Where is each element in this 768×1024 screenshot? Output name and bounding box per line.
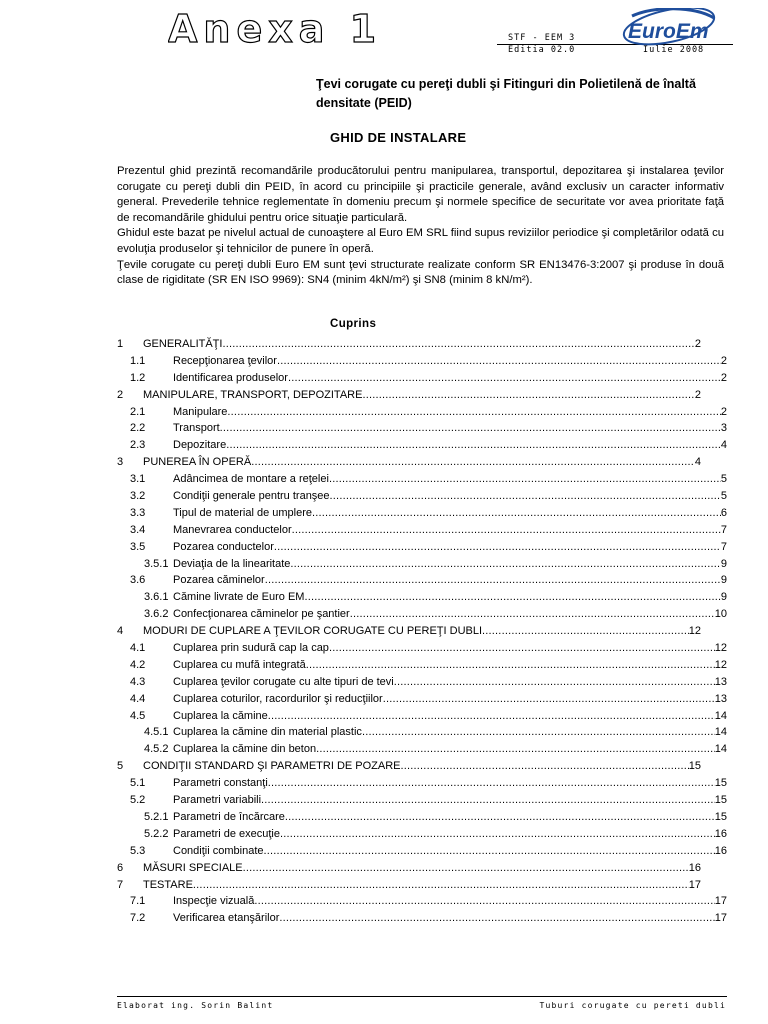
toc-entry-line: [143, 877, 701, 894]
toc-entry-line: [173, 826, 727, 843]
toc-leader-dots: [306, 657, 715, 674]
toc-entry-number: 7.1: [130, 895, 146, 908]
toc-leader-dots: [316, 741, 715, 758]
toc-entry-page: 17: [688, 878, 701, 891]
toc-leader-dots: [254, 893, 714, 910]
toc-entry-line: [173, 792, 727, 809]
toc-entry[interactable]: [117, 893, 727, 910]
toc-entry-label: Identificarea produselor: [173, 371, 288, 384]
toc-leader-dots: [350, 606, 715, 623]
toc-entry-label: CONDIŢII STANDARD ŞI PARAMETRI DE POZARE: [143, 760, 401, 773]
toc-entry[interactable]: [117, 826, 727, 843]
toc-entry-number: 3.3: [130, 506, 146, 519]
toc-entry-label: Inspecţie vizuală: [173, 895, 255, 908]
doc-info: [508, 32, 614, 56]
toc-leader-dots: [362, 724, 715, 741]
toc-entry-number: 5.1: [130, 777, 146, 790]
toc-entry-label: Parametri de încărcare: [173, 810, 285, 823]
toc-entry-line: [173, 724, 727, 741]
toc-entry-page: 16: [688, 861, 701, 874]
footer-subject: Tuburi corugate cu pereti dubli: [539, 1001, 726, 1010]
toc-leader-dots: [220, 420, 721, 437]
intro-text: [117, 164, 724, 289]
toc-entry-page: 2: [720, 371, 727, 384]
toc-entry-label: Parametri constanţi: [173, 777, 268, 790]
toc-entry[interactable]: [117, 488, 727, 505]
toc-entry[interactable]: [117, 910, 727, 927]
toc-entry-line: [173, 572, 727, 589]
toc-entry-number: 3: [117, 456, 124, 469]
table-of-contents: [117, 336, 727, 927]
doc-code: STF - EEM 3: [508, 33, 576, 43]
toc-leader-dots: [222, 336, 694, 353]
toc-entry-number: 4.5: [130, 709, 146, 722]
toc-entry-label: Deviaţia de la linearitate: [173, 557, 291, 570]
toc-entry[interactable]: [117, 792, 727, 809]
toc-leader-dots: [394, 674, 715, 691]
toc-entry-label: Cuplarea cu mufă integrată: [173, 658, 306, 671]
toc-entry-line: [173, 556, 727, 573]
toc-entry-page: 3: [720, 422, 727, 435]
toc-entry[interactable]: [117, 809, 727, 826]
toc-leader-dots: [268, 775, 715, 792]
toc-leader-dots: [277, 353, 721, 370]
annex-title-logo: [168, 6, 454, 52]
toc-entry-line: [173, 893, 727, 910]
toc-leader-dots: [304, 589, 720, 606]
toc-entry-number: 5.3: [130, 844, 146, 857]
toc-entry-label: Transport: [173, 422, 220, 435]
toc-entry-line: [173, 370, 727, 387]
toc-leader-dots: [329, 640, 715, 657]
toc-entry-page: 5: [720, 473, 727, 486]
toc-entry-number: 5.2: [130, 794, 146, 807]
toc-entry-page: 16: [714, 827, 727, 840]
toc-entry-page: 4: [694, 456, 701, 469]
toc-entry-number: 3.6.2: [144, 608, 169, 621]
toc-entry-line: [173, 353, 727, 370]
toc-entry-line: [173, 775, 727, 792]
toc-heading: Cuprins: [330, 318, 377, 330]
toc-entry-number: 2: [117, 388, 124, 401]
toc-entry-label: Cuplarea la cămine: [173, 709, 268, 722]
toc-entry-label: Verificarea etanşărilor: [173, 912, 280, 925]
toc-entry-page: 4: [720, 439, 727, 452]
toc-entry-number: 5: [117, 760, 124, 773]
toc-entry[interactable]: [117, 691, 727, 708]
toc-entry-page: 17: [714, 895, 727, 908]
toc-entry-line: [173, 674, 727, 691]
toc-entry-page: 7: [720, 540, 727, 553]
toc-entry-label: TESTARE: [143, 878, 193, 891]
toc-entry-number: 3.5: [130, 540, 146, 553]
toc-entry-number: 1: [117, 338, 124, 350]
toc-entry[interactable]: [117, 387, 727, 404]
toc-leader-dots: [193, 877, 689, 894]
toc-entry-line: [173, 809, 727, 826]
toc-entry[interactable]: [117, 539, 727, 556]
toc-entry-label: Confecţionarea căminelor pe şantier: [173, 608, 350, 621]
toc-entry-label: PUNEREA ÎN OPERĂ: [143, 456, 252, 469]
toc-entry-label: Cuplarea coturilor, racordurilor şi reducţiilor: [173, 692, 383, 705]
toc-entry-label: Parametri de execuţie: [173, 827, 280, 840]
toc-leader-dots: [288, 370, 721, 387]
toc-entry-page: 13: [714, 675, 727, 688]
toc-entry[interactable]: [117, 471, 727, 488]
toc-leader-dots: [226, 437, 721, 454]
toc-entry[interactable]: [117, 860, 727, 877]
toc-entry[interactable]: [117, 353, 727, 370]
toc-entry-number: 3.6: [130, 574, 146, 587]
toc-entry-number: 7: [117, 878, 124, 891]
toc-entry-label: Cuplarea ţevilor corugate cu alte tipuri de tevi: [173, 675, 394, 688]
toc-entry-number: 1.2: [130, 371, 146, 384]
toc-entry-page: 12: [688, 625, 701, 638]
toc-leader-dots: [290, 556, 720, 573]
toc-entry-label: Manevrarea conductelor: [173, 523, 292, 536]
toc-entry-number: 1.1: [130, 354, 146, 367]
toc-entry-number: 3.1: [130, 473, 146, 486]
toc-entry-line: [173, 741, 727, 758]
toc-entry-label: MĂSURI SPECIALE: [143, 861, 243, 874]
toc-entry-page: 12: [714, 642, 727, 655]
doc-date: Iulie 2008: [643, 45, 705, 55]
toc-entry[interactable]: [117, 336, 727, 353]
toc-entry-number: 4.3: [130, 675, 146, 688]
toc-entry-page: 2: [720, 405, 727, 418]
toc-entry[interactable]: [117, 572, 727, 589]
intro-paragraph: Ghidul este bazat pe nivelul actual de cunoaştere al Euro EM SRL fiind supus reviziilor periodice şi completărilor odată cu evoluţia produselor şi tehnicilor de punere în operă.: [117, 227, 724, 255]
toc-entry-label: Cuplarea la cămine din material plastic: [173, 726, 362, 739]
toc-entry-page: 17: [714, 912, 727, 925]
toc-entry-line: [173, 708, 727, 725]
toc-entry-line: [143, 454, 701, 471]
toc-entry-label: Cămine livrate de Euro EM: [173, 591, 305, 604]
toc-entry[interactable]: [117, 522, 727, 539]
toc-entry-label: Condiţii generale pentru tranşee: [173, 490, 330, 503]
logo-text: EuroEm: [628, 20, 709, 43]
toc-entry-page: 15: [714, 810, 727, 823]
toc-entry-line: [173, 522, 727, 539]
toc-entry[interactable]: [117, 775, 727, 792]
toc-entry-page: 9: [720, 557, 727, 570]
toc-entry-label: MODURI DE CUPLARE A ŢEVILOR CORUGATE CU PEREŢI DUBLI: [143, 625, 483, 638]
toc-entry[interactable]: [117, 556, 727, 573]
toc-entry[interactable]: [117, 623, 727, 640]
toc-entry[interactable]: [117, 758, 727, 775]
toc-entry-label: Depozitare: [173, 439, 227, 452]
toc-entry[interactable]: [117, 420, 727, 437]
toc-leader-dots: [265, 572, 721, 589]
toc-entry[interactable]: [117, 843, 727, 860]
toc-entry[interactable]: [117, 674, 727, 691]
toc-entry-page: 9: [720, 574, 727, 587]
toc-entry-line: [173, 657, 727, 674]
toc-entry-line: [173, 505, 727, 522]
toc-entry-line: [143, 860, 701, 877]
toc-leader-dots: [312, 505, 721, 522]
toc-entry-label: Cuplarea prin sudură cap la cap: [173, 642, 329, 655]
toc-entry-line: [173, 843, 727, 860]
toc-leader-dots: [261, 792, 715, 809]
annex-title-text: Anexa 1: [168, 7, 383, 51]
toc-entry-page: 15: [714, 777, 727, 790]
toc-entry-number: 2.2: [130, 422, 146, 435]
toc-entry-page: 14: [714, 743, 727, 756]
toc-entry-page: 15: [688, 760, 701, 773]
toc-leader-dots: [227, 404, 720, 421]
toc-leader-dots: [268, 708, 715, 725]
toc-entry[interactable]: [117, 606, 727, 623]
document-subtitle: GHID DE INSTALARE: [330, 130, 467, 145]
toc-entry-page: 14: [714, 709, 727, 722]
toc-entry-page: 10: [714, 608, 727, 621]
toc-entry-line: [173, 471, 727, 488]
toc-entry[interactable]: [117, 505, 727, 522]
toc-leader-dots: [362, 387, 694, 404]
toc-entry[interactable]: [117, 741, 727, 758]
toc-entry-line: [143, 623, 701, 640]
toc-entry-line: [173, 606, 727, 623]
toc-entry-label: GENERALITĂŢI: [143, 338, 223, 350]
toc-entry-page: 5: [720, 490, 727, 503]
toc-leader-dots: [329, 471, 721, 488]
toc-entry-line: [143, 336, 701, 353]
toc-entry-label: MANIPULARE, TRANSPORT, DEPOZITARE: [143, 388, 363, 401]
toc-leader-dots: [251, 454, 695, 471]
toc-entry-number: 4.5.1: [144, 726, 169, 739]
toc-entry-line: [173, 404, 727, 421]
toc-entry-line: [173, 420, 727, 437]
toc-entry[interactable]: [117, 454, 727, 471]
toc-entry-number: 5.2.2: [144, 827, 169, 840]
euroem-logo: [614, 8, 732, 48]
toc-entry-line: [173, 437, 727, 454]
toc-entry[interactable]: [117, 657, 727, 674]
toc-entry-label: Tipul de material de umplere: [173, 506, 312, 519]
toc-leader-dots: [243, 860, 689, 877]
toc-entry[interactable]: [117, 437, 727, 454]
toc-entry-line: [143, 758, 701, 775]
toc-entry[interactable]: [117, 708, 727, 725]
toc-entry[interactable]: [117, 640, 727, 657]
toc-entry[interactable]: [117, 877, 727, 894]
toc-leader-dots: [264, 843, 715, 860]
toc-entry-page: 2: [694, 338, 701, 350]
toc-entry-line: [173, 539, 727, 556]
toc-entry-number: 3.4: [130, 523, 146, 536]
toc-entry-label: Pozarea conductelor: [173, 540, 274, 553]
toc-entry-number: 2.3: [130, 439, 146, 452]
toc-entry-line: [173, 488, 727, 505]
toc-leader-dots: [285, 809, 715, 826]
toc-entry-number: 4.2: [130, 658, 146, 671]
toc-entry-page: 6: [720, 506, 727, 519]
toc-entry-label: Adâncimea de montare a reţelei: [173, 473, 329, 486]
toc-entry-label: Cuplarea la cămine din beton: [173, 743, 317, 756]
toc-entry-page: 12: [714, 658, 727, 671]
toc-entry-label: Pozarea căminelor: [173, 574, 265, 587]
toc-entry-page: 13: [714, 692, 727, 705]
toc-entry-number: 2.1: [130, 405, 146, 418]
toc-entry-number: 4.4: [130, 692, 146, 705]
toc-leader-dots: [401, 758, 689, 775]
toc-leader-dots: [482, 623, 689, 640]
doc-edition: Editia 02.0: [508, 45, 576, 55]
toc-entry[interactable]: [117, 724, 727, 741]
toc-entry-page: 14: [714, 726, 727, 739]
toc-entry-label: Condiţii combinate: [173, 844, 264, 857]
toc-entry-number: 7.2: [130, 912, 146, 925]
toc-entry-page: 16: [714, 844, 727, 857]
toc-entry-number: 3.5.1: [144, 557, 169, 570]
toc-entry-number: 4.5.2: [144, 743, 169, 756]
toc-entry-number: 3.2: [130, 490, 146, 503]
toc-entry-page: 2: [720, 354, 727, 367]
toc-leader-dots: [383, 691, 715, 708]
toc-entry-line: [143, 387, 701, 404]
toc-entry-line: [173, 910, 727, 927]
toc-entry-label: Recepţionarea ţevilor: [173, 354, 277, 367]
toc-entry-number: 5.2.1: [144, 810, 169, 823]
document-title: Ţevi corugate cu pereţi dubli şi Fitinguri din Polietilenă de înaltă densitate (PEID): [316, 77, 696, 110]
toc-entry-page: 7: [720, 523, 727, 536]
toc-entry-label: Parametri variabili: [173, 794, 262, 807]
toc-entry-page: 2: [694, 388, 701, 401]
toc-entry-page: 15: [714, 794, 727, 807]
toc-entry-number: 4: [117, 625, 124, 638]
toc-entry[interactable]: [117, 404, 727, 421]
toc-leader-dots: [292, 522, 721, 539]
page-header: [0, 0, 768, 55]
toc-entry-line: [173, 589, 727, 606]
toc-leader-dots: [330, 488, 721, 505]
toc-entry[interactable]: [117, 589, 727, 606]
footer-author: Elaborat ing. Sorin Balint: [117, 1001, 274, 1010]
toc-leader-dots: [280, 826, 715, 843]
toc-leader-dots: [274, 539, 721, 556]
toc-leader-dots: [279, 910, 714, 927]
intro-paragraph: Ţevile corugate cu pereţi dubli Euro EM sunt ţevi structurate realizate conform SR EN13476-3:2007 şi produse în două clase de rigiditate (SR EN ISO 9969): SN4 (minim 4kN/m²) şi SN8 (minim 8 kN/m²).: [117, 258, 724, 287]
toc-entry-number: 6: [117, 861, 124, 874]
toc-entry-line: [173, 691, 727, 708]
toc-entry-line: [173, 640, 727, 657]
toc-entry[interactable]: [117, 370, 727, 387]
toc-entry-label: Manipulare: [173, 405, 228, 418]
toc-entry-page: 9: [720, 591, 727, 604]
footer-rule: [117, 996, 727, 997]
toc-entry-number: 4.1: [130, 642, 146, 655]
intro-paragraph: Prezentul ghid prezintă recomandările producătorului pentru manipularea, transportul, depozitarea şi instalarea ţevilor corugate cu pereţi dubli din PEID, în acord cu principiile şi practicile generale, având exclusiv un caracter informativ general. Prevederile tehnice reglementate în domeniu precum şi normele specifice de securitate vor avea prioritate faţă de recomandările ghidului pentru orice situaţie particulară.: [117, 165, 724, 224]
toc-entry-number: 3.6.1: [144, 591, 169, 604]
